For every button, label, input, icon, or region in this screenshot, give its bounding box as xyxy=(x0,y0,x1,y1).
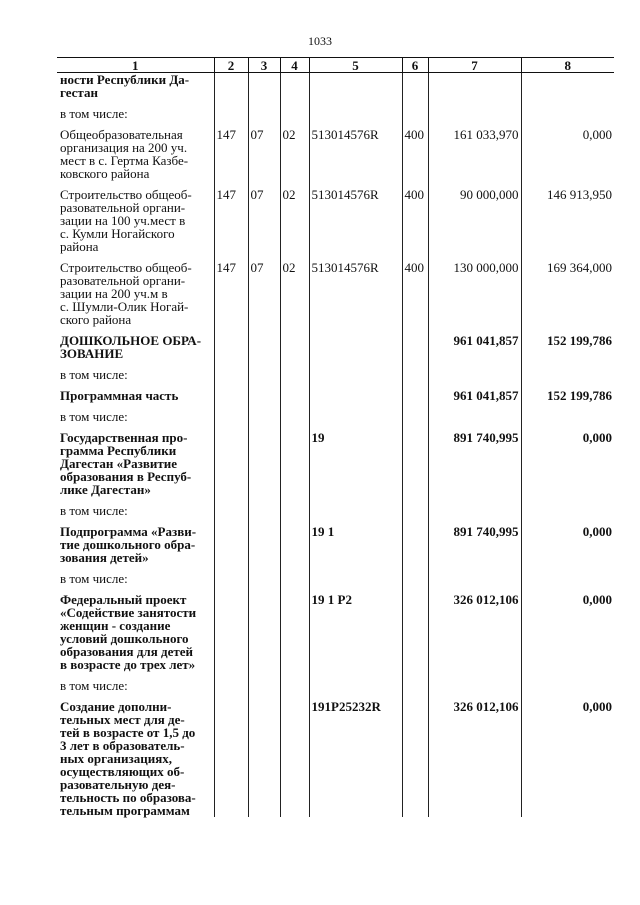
table-row xyxy=(57,692,614,817)
section-code-cell xyxy=(248,360,280,381)
amount-year-1-cell xyxy=(428,496,521,517)
chapter-code-cell: 147 xyxy=(214,180,248,253)
subsection-code-cell xyxy=(280,517,309,564)
page-number: 1033 xyxy=(308,34,332,48)
row-name-cell: в том числе: xyxy=(60,678,128,693)
table-row xyxy=(57,496,614,517)
subsection-code-cell xyxy=(280,381,309,402)
expense-type-code-cell xyxy=(402,517,428,564)
header-col-3: 3 xyxy=(248,58,280,73)
section-code-cell xyxy=(248,564,280,585)
subsection-code-cell xyxy=(280,585,309,671)
amount-year-1-cell: 326 012,106 xyxy=(428,585,521,671)
section-code-cell xyxy=(248,381,280,402)
target-article-code-cell xyxy=(309,360,402,381)
amount-year-1-cell xyxy=(428,73,521,100)
table-body xyxy=(57,73,614,818)
chapter-code-cell xyxy=(214,496,248,517)
chapter-code-cell: 147 xyxy=(214,120,248,180)
target-article-code-cell xyxy=(309,496,402,517)
target-article-code-cell: 19 1 xyxy=(309,517,402,564)
target-article-code-cell: 19 xyxy=(309,423,402,496)
budget-table xyxy=(57,57,614,817)
row-name-cell: Создание дополни- тельных мест для де- тей в возрасте от 1,5 до 3 лет в образователь- ных организациях, осуществляющих об- разовательную дея- тельность по образова- тельным программам xyxy=(60,699,196,818)
header-col-5: 5 xyxy=(309,58,402,73)
row-name-cell: Строительство общеоб- разовательной органи- зации на 200 уч.м в с. Шумли-Олик Ногай- ского района xyxy=(60,260,192,327)
subsection-code-cell xyxy=(280,402,309,423)
header-col-8: 8 xyxy=(521,58,614,73)
section-code-cell: 07 xyxy=(248,120,280,180)
section-code-cell xyxy=(248,496,280,517)
target-article-code-cell xyxy=(309,99,402,120)
row-name-cell: Общеобразовательная организация на 200 уч. мест в с. Гертма Казбе- ковского района xyxy=(60,127,189,181)
expense-type-code-cell xyxy=(402,402,428,423)
row-name-cell: в том числе: xyxy=(60,106,128,121)
expense-type-code-cell xyxy=(402,381,428,402)
section-code-cell xyxy=(248,326,280,360)
header-col-7: 7 xyxy=(428,58,521,73)
amount-year-2-cell: 0,000 xyxy=(521,517,614,564)
amount-year-2-cell: 0,000 xyxy=(521,120,614,180)
expense-type-code-cell xyxy=(402,423,428,496)
amount-year-2-cell: 169 364,000 xyxy=(521,253,614,326)
section-code-cell xyxy=(248,402,280,423)
row-name-cell: в том числе: xyxy=(60,571,128,586)
amount-year-1-cell: 90 000,000 xyxy=(428,180,521,253)
table-row xyxy=(57,99,614,120)
amount-year-1-cell xyxy=(428,402,521,423)
subsection-code-cell: 02 xyxy=(280,253,309,326)
subsection-code-cell xyxy=(280,496,309,517)
target-article-code-cell xyxy=(309,564,402,585)
amount-year-1-cell xyxy=(428,671,521,692)
table-row xyxy=(57,253,614,326)
row-name-cell: ДОШКОЛЬНОЕ ОБРА- ЗОВАНИЕ xyxy=(60,333,202,361)
row-name-cell: Федеральный проект «Содействие занятости женщин - создание условий дошкольного образования для детей в возрасте до трех лет» xyxy=(60,592,197,672)
table-row xyxy=(57,326,614,360)
section-code-cell xyxy=(248,585,280,671)
target-article-code-cell xyxy=(309,73,402,100)
chapter-code-cell xyxy=(214,585,248,671)
chapter-code-cell xyxy=(214,381,248,402)
table-row xyxy=(57,564,614,585)
header-col-6: 6 xyxy=(402,58,428,73)
subsection-code-cell xyxy=(280,73,309,100)
amount-year-2-cell: 0,000 xyxy=(521,585,614,671)
target-article-code-cell: 19 1 P2 xyxy=(309,585,402,671)
row-name-cell: Подпрограмма «Разви- тие дошкольного обра- зования детей» xyxy=(60,524,197,565)
target-article-code-cell xyxy=(309,671,402,692)
subsection-code-cell xyxy=(280,564,309,585)
subsection-code-cell xyxy=(280,360,309,381)
header-col-4: 4 xyxy=(280,58,309,73)
header-row xyxy=(57,58,614,73)
row-name-cell: в том числе: xyxy=(60,367,128,382)
header-col-2: 2 xyxy=(214,58,248,73)
amount-year-2-cell xyxy=(521,564,614,585)
target-article-code-cell xyxy=(309,326,402,360)
section-code-cell: 07 xyxy=(248,180,280,253)
amount-year-2-cell xyxy=(521,360,614,381)
chapter-code-cell xyxy=(214,360,248,381)
amount-year-1-cell: 891 740,995 xyxy=(428,517,521,564)
section-code-cell xyxy=(248,692,280,817)
table-row xyxy=(57,120,614,180)
chapter-code-cell: 147 xyxy=(214,253,248,326)
subsection-code-cell: 02 xyxy=(280,180,309,253)
subsection-code-cell: 02 xyxy=(280,120,309,180)
expense-type-code-cell xyxy=(402,360,428,381)
expense-type-code-cell xyxy=(402,73,428,100)
expense-type-code-cell: 400 xyxy=(402,120,428,180)
amount-year-1-cell xyxy=(428,99,521,120)
expense-type-code-cell xyxy=(402,99,428,120)
chapter-code-cell xyxy=(214,517,248,564)
expense-type-code-cell xyxy=(402,496,428,517)
amount-year-2-cell xyxy=(521,402,614,423)
chapter-code-cell xyxy=(214,671,248,692)
amount-year-1-cell: 891 740,995 xyxy=(428,423,521,496)
chapter-code-cell xyxy=(214,99,248,120)
target-article-code-cell: 513014576R xyxy=(309,253,402,326)
chapter-code-cell xyxy=(214,73,248,100)
table-row xyxy=(57,402,614,423)
table-row xyxy=(57,180,614,253)
expense-type-code-cell xyxy=(402,585,428,671)
row-name-cell: Строительство общеоб- разовательной органи- зации на 100 уч.мест в с. Кумли Ногайского района xyxy=(60,187,192,254)
amount-year-2-cell xyxy=(521,496,614,517)
amount-year-2-cell: 0,000 xyxy=(521,692,614,817)
row-name-cell: в том числе: xyxy=(60,409,128,424)
section-code-cell xyxy=(248,423,280,496)
expense-type-code-cell: 400 xyxy=(402,253,428,326)
row-name-cell: Государственная про- грамма Республики Дагестан «Развитие образования в Респуб- лике Дагестан» xyxy=(60,430,192,497)
amount-year-2-cell xyxy=(521,99,614,120)
amount-year-1-cell: 161 033,970 xyxy=(428,120,521,180)
amount-year-2-cell: 146 913,950 xyxy=(521,180,614,253)
chapter-code-cell xyxy=(214,402,248,423)
section-code-cell xyxy=(248,671,280,692)
amount-year-1-cell: 326 012,106 xyxy=(428,692,521,817)
table-row xyxy=(57,585,614,671)
table-header xyxy=(57,58,614,73)
amount-year-2-cell: 152 199,786 xyxy=(521,381,614,402)
table-row xyxy=(57,671,614,692)
expense-type-code-cell: 400 xyxy=(402,180,428,253)
amount-year-1-cell xyxy=(428,360,521,381)
subsection-code-cell xyxy=(280,326,309,360)
amount-year-1-cell: 961 041,857 xyxy=(428,326,521,360)
table-row xyxy=(57,73,614,100)
expense-type-code-cell xyxy=(402,564,428,585)
amount-year-1-cell: 130 000,000 xyxy=(428,253,521,326)
target-article-code-cell xyxy=(309,402,402,423)
amount-year-2-cell xyxy=(521,73,614,100)
amount-year-2-cell xyxy=(521,671,614,692)
expense-type-code-cell xyxy=(402,326,428,360)
amount-year-1-cell xyxy=(428,564,521,585)
expense-type-code-cell xyxy=(402,671,428,692)
amount-year-1-cell: 961 041,857 xyxy=(428,381,521,402)
chapter-code-cell xyxy=(214,692,248,817)
section-code-cell xyxy=(248,517,280,564)
section-code-cell xyxy=(248,73,280,100)
chapter-code-cell xyxy=(214,564,248,585)
section-code-cell xyxy=(248,99,280,120)
expense-type-code-cell xyxy=(402,692,428,817)
amount-year-2-cell: 152 199,786 xyxy=(521,326,614,360)
subsection-code-cell xyxy=(280,99,309,120)
row-name-cell: в том числе: xyxy=(60,503,128,518)
target-article-code-cell: 513014576R xyxy=(309,120,402,180)
amount-year-2-cell: 0,000 xyxy=(521,423,614,496)
row-name-cell: Программная часть xyxy=(60,388,179,403)
chapter-code-cell xyxy=(214,326,248,360)
section-code-cell: 07 xyxy=(248,253,280,326)
subsection-code-cell xyxy=(280,692,309,817)
target-article-code-cell: 191P25232R xyxy=(309,692,402,817)
target-article-code-cell xyxy=(309,381,402,402)
chapter-code-cell xyxy=(214,423,248,496)
row-name-cell: ности Республики Да- гестан xyxy=(60,72,190,100)
subsection-code-cell xyxy=(280,423,309,496)
header-col-1: 1 xyxy=(57,58,214,73)
table-row xyxy=(57,381,614,402)
table-row xyxy=(57,360,614,381)
target-article-code-cell: 513014576R xyxy=(309,180,402,253)
table-row xyxy=(57,423,614,496)
subsection-code-cell xyxy=(280,671,309,692)
table-row xyxy=(57,517,614,564)
